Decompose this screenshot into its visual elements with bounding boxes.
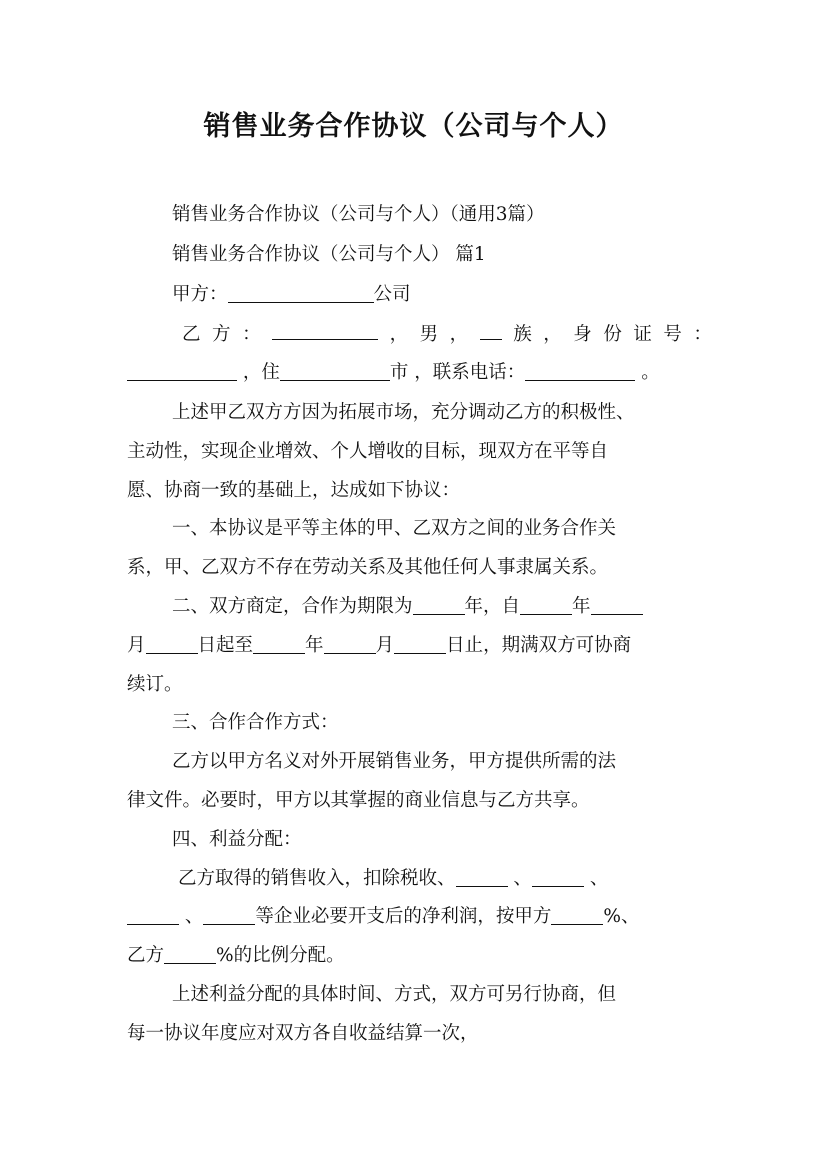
blank-field	[551, 906, 603, 926]
blank-field	[146, 635, 198, 655]
subtitle-line: 销售业务合作协议（公司与个人）（通用3篇）	[172, 204, 545, 225]
blank-field	[394, 635, 446, 655]
clause-4-line: 上述利益分配的具体时间、方式，双方可另行协商，但	[172, 984, 617, 1005]
text-token: 族	[513, 324, 532, 345]
text-token: 、	[513, 868, 532, 889]
text-token: 乙方取得的销售收入，扣除税收、	[178, 868, 456, 889]
clause-3-line: 律文件。必要时，甲方以其掌握的商业信息与乙方共享。	[127, 790, 590, 811]
text-token: 市 ，联系电话：	[389, 362, 526, 383]
blank-field	[164, 945, 216, 965]
text-token: ：	[242, 324, 261, 345]
text-token: 等企业必要开支后的净利润，按甲方	[255, 906, 552, 927]
blank-field	[280, 362, 390, 382]
blank-field	[228, 284, 374, 304]
text-token: 号	[663, 324, 682, 345]
clause-4-line	[127, 902, 640, 928]
text-token: 年	[572, 596, 591, 617]
party-a-line	[172, 280, 411, 306]
text-token: 日止，期满双方可协商	[446, 635, 632, 656]
clause-2-line	[172, 592, 643, 618]
clause-1-line: 系，甲、乙双方不存在劳动关系及其他任何人事隶属关系。	[127, 557, 609, 578]
blank-field	[532, 868, 584, 888]
party-a-suffix: 公司	[373, 284, 411, 305]
blank-field	[272, 320, 378, 340]
text-token: 证	[633, 324, 652, 345]
paragraph-line: 上述甲乙双方方因为拓展市场，充分调动乙方的积极性、	[172, 402, 635, 423]
text-token: %的比例分配。	[216, 945, 345, 966]
blank-field	[203, 906, 255, 926]
text-token: 乙方	[127, 945, 165, 966]
text-token: 年，自	[464, 596, 521, 617]
text-token: 、	[184, 906, 204, 927]
clause-3-heading: 三、合作合作方式：	[172, 712, 339, 733]
paragraph-line: 愿、协商一致的基础上，达成如下协议：	[127, 480, 461, 501]
blank-field	[456, 868, 508, 888]
party-a-label: 甲方：	[172, 284, 228, 305]
blank-field	[413, 596, 465, 616]
blank-field	[127, 906, 179, 926]
clause-2-line: 续订。	[127, 674, 183, 695]
blank-field	[324, 635, 376, 655]
text-token: %、	[603, 906, 640, 927]
text-token: ，住	[242, 362, 280, 383]
clause-3-line: 乙方以甲方名义对外开展销售业务，甲方提供所需的法	[172, 751, 617, 772]
clause-4-line	[127, 941, 345, 967]
text-token: 月	[375, 635, 395, 656]
text-token: ，	[543, 324, 562, 345]
text-token: 份	[603, 324, 622, 345]
party-b-line-2	[127, 358, 660, 384]
text-token: ，	[389, 324, 409, 345]
text-token: 二、双方商定，合作为期限为	[172, 596, 413, 617]
text-token: 。	[641, 362, 660, 383]
text-token: ：	[693, 324, 712, 345]
clause-4-heading: 四、利益分配：	[172, 829, 302, 850]
text-token: 日起至	[197, 635, 254, 656]
blank-field	[525, 362, 635, 382]
blank-field	[127, 362, 237, 382]
document-title: 销售业务合作协议（公司与个人）	[203, 111, 624, 142]
paragraph-line: 主动性，实现企业增效、个人增收的目标，现双方在平等自	[127, 441, 609, 462]
blank-field	[520, 596, 572, 616]
text-token: 乙	[182, 324, 201, 345]
party-b-line	[182, 320, 712, 346]
clause-4-line	[178, 864, 608, 890]
text-token: 方	[212, 324, 231, 345]
text-token: ，	[449, 324, 469, 345]
section-heading: 销售业务合作协议（公司与个人） 篇1	[172, 244, 486, 265]
clause-4-line: 每一协议年度应对双方各自收益结算一次，	[127, 1023, 479, 1044]
text-token: 年	[305, 635, 324, 656]
text-token: 月	[127, 635, 146, 656]
text-token: 、	[589, 868, 609, 889]
text-token: 男	[419, 324, 439, 345]
blank-field	[591, 596, 643, 616]
blank-field	[253, 635, 305, 655]
text-token: 身	[573, 324, 592, 345]
blank-field	[480, 320, 502, 340]
clause-1-line: 一、本协议是平等主体的甲、乙双方之间的业务合作关	[172, 518, 617, 539]
clause-2-line	[127, 631, 631, 657]
